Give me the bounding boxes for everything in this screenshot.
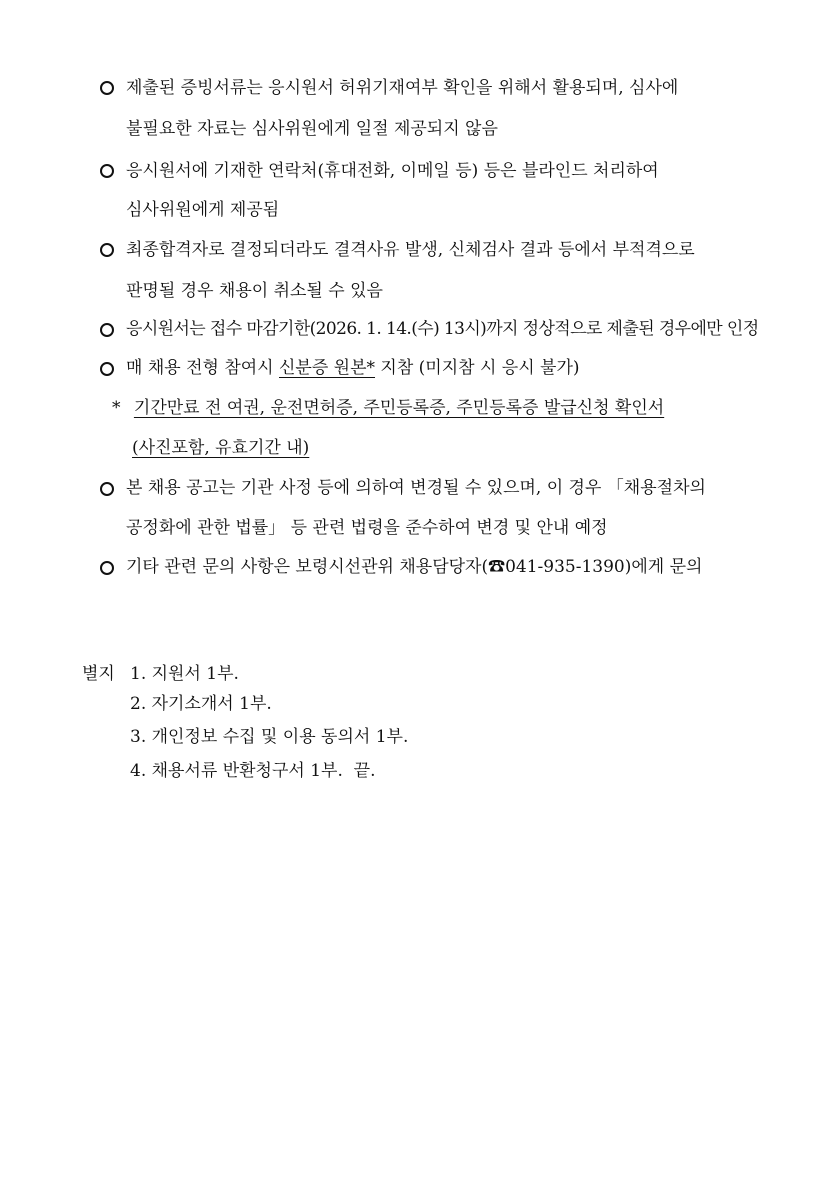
notice-line: 불필요한 자료는 심사위원에게 일절 제공되지 않음: [126, 119, 498, 139]
notice-text: 기타 관련 문의 사항은 보령시선관위 채용담당자(: [126, 557, 489, 577]
footnote-line: [132, 436, 309, 460]
notice-line: 판명될 경우 채용이 취소될 수 있음: [126, 281, 383, 301]
footnote-mark: *: [112, 398, 121, 418]
notice-line: 응시원서에 기재한 연락처(휴대전화, 이메일 등) 등은 블라인드 처리하여: [126, 161, 659, 181]
notice-line: 응시원서는 접수 마감기한(2026. 1. 14.(수) 13시)까지 정상적으로 제출된 경우에만 인정: [126, 319, 759, 339]
footnote-text: (사진포함, 유효기간 내): [132, 438, 310, 458]
notice-line: [126, 555, 702, 579]
footnote-text: 기간만료 전 여권, 운전면허증, 주민등록증, 주민등록증 발급신청 확인서: [133, 398, 665, 418]
notice-line: 최종합격자로 결정되더라도 결격사유 발생, 신체검사 결과 등에서 부적격으로: [126, 240, 695, 260]
notice-line: 제출된 증빙서류는 응시원서 허위기재여부 확인을 위해서 활용되며, 심사에: [126, 78, 679, 98]
attachment-item: 1. 지원서 1부.: [130, 664, 239, 684]
circle-bullet-icon: [100, 323, 114, 337]
id-card-requirement: 신분증 원본*: [279, 358, 376, 378]
circle-bullet-icon: [100, 362, 114, 376]
footnote-line: [112, 396, 664, 420]
attachment-item: 3. 개인정보 수집 및 이용 동의서 1부.: [130, 727, 409, 747]
circle-bullet-icon: [100, 482, 114, 496]
notice-text: 매 채용 전형 참여시: [126, 358, 279, 378]
phone-icon: ☎: [488, 557, 506, 577]
circle-bullet-icon: [100, 81, 114, 95]
notice-text: 041-935-1390)에게 문의: [505, 557, 703, 577]
attachments-label: 별지: [82, 664, 115, 684]
attachment-item: 4. 채용서류 반환청구서 1부. 끝.: [130, 761, 376, 781]
notice-text: 지참 (미지참 시 응시 불가): [375, 358, 580, 378]
circle-bullet-icon: [100, 561, 114, 575]
notice-line: [126, 356, 580, 380]
circle-bullet-icon: [100, 164, 114, 178]
notice-line: 본 채용 공고는 기관 사정 등에 의하여 변경될 수 있으며, 이 경우 「채용절차의: [126, 478, 706, 498]
circle-bullet-icon: [100, 243, 114, 257]
attachment-item: 2. 자기소개서 1부.: [130, 694, 272, 714]
notice-line: 심사위원에게 제공됨: [126, 200, 280, 220]
notice-line: 공정화에 관한 법률」 등 관련 법령을 준수하여 변경 및 안내 예정: [126, 518, 608, 538]
